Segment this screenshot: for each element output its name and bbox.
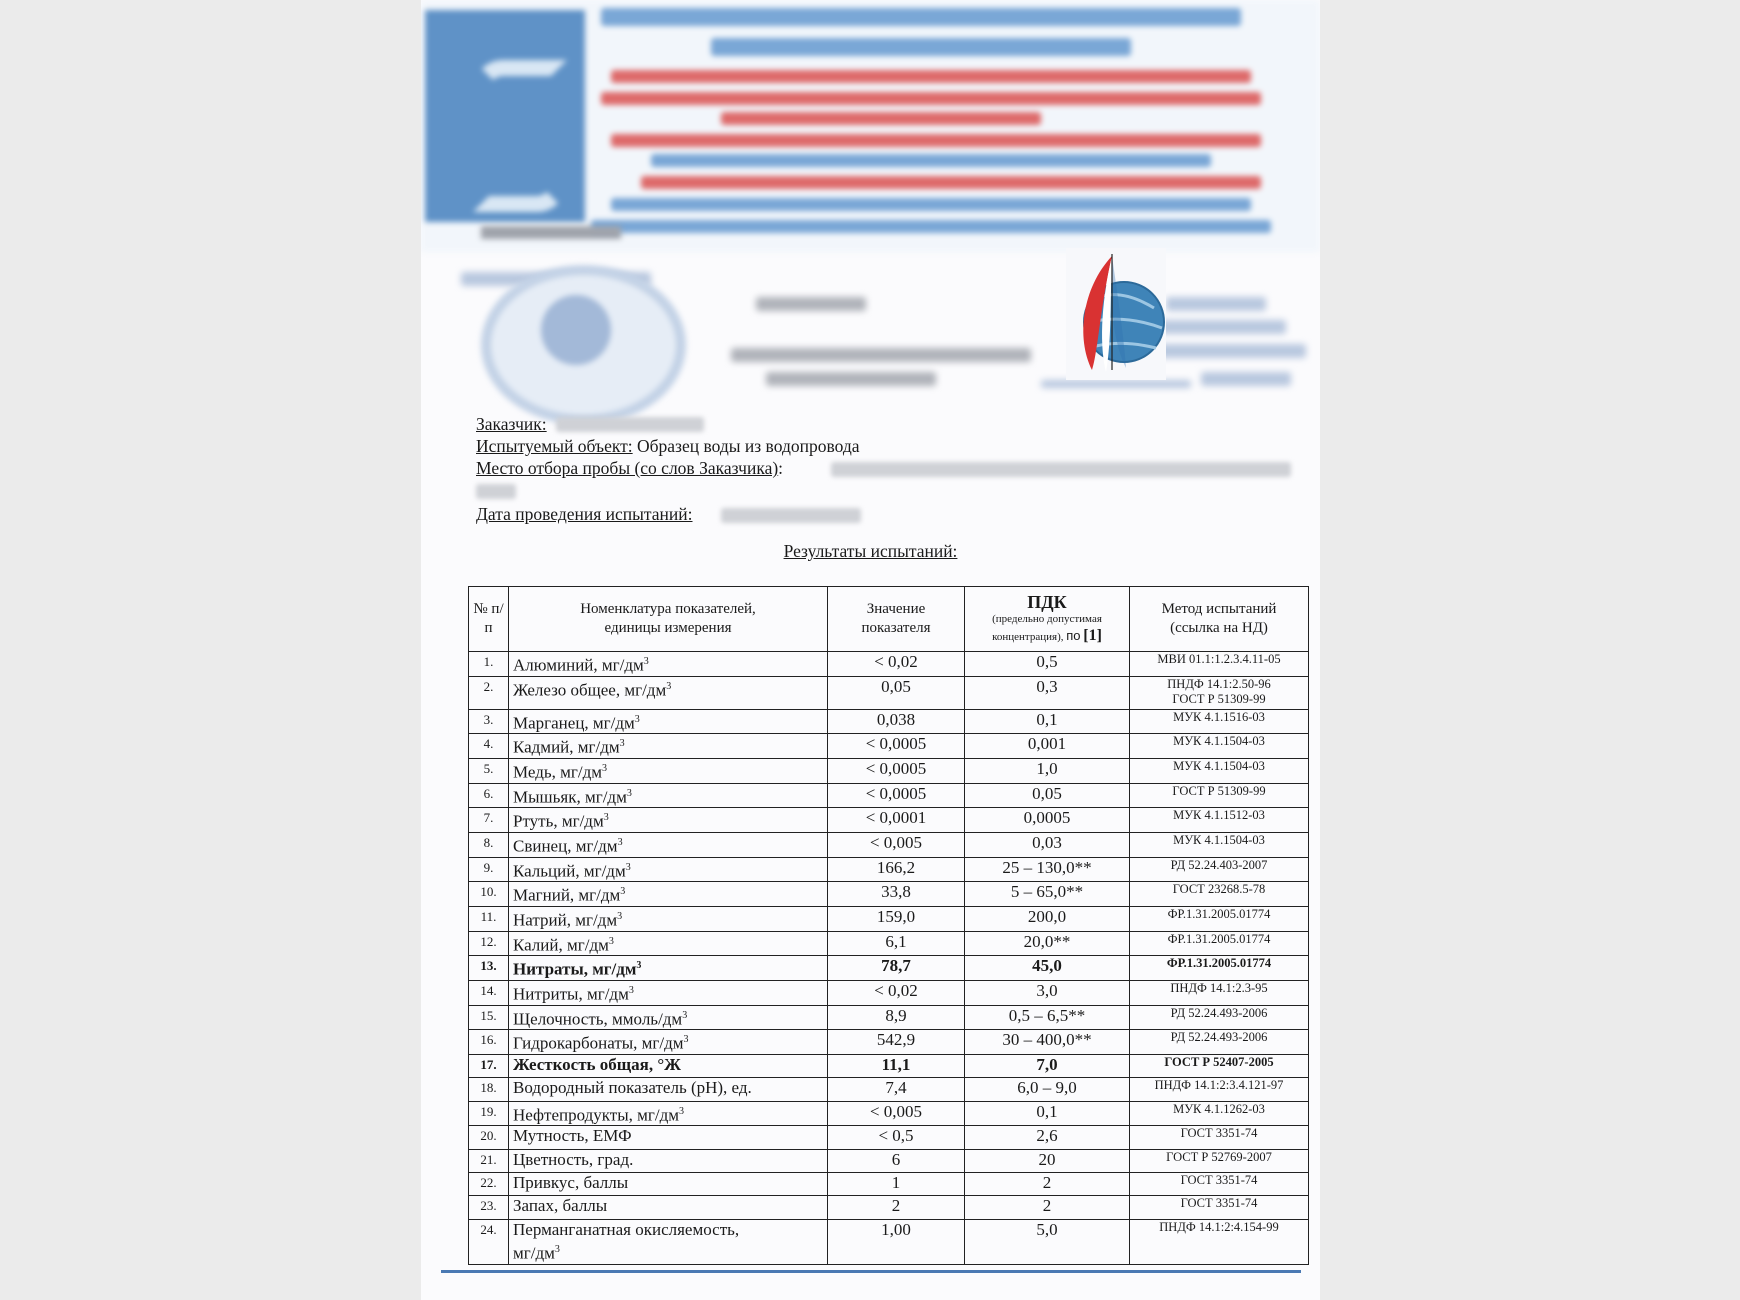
test-method: ФР.1.31.2005.01774 xyxy=(1130,906,1309,931)
test-method: ГОСТ 3351-74 xyxy=(1130,1126,1309,1149)
row-number: 13. xyxy=(469,956,509,981)
table-row xyxy=(469,980,1309,1005)
test-method: МУК 4.1.1262-03 xyxy=(1130,1101,1309,1126)
table-row xyxy=(469,676,1309,709)
indicator-name: Водородный показатель (pH), ед. xyxy=(509,1078,828,1101)
row-number: 17. xyxy=(469,1054,509,1077)
indicator-value: 542,9 xyxy=(828,1030,965,1055)
row-number: 22. xyxy=(469,1173,509,1196)
indicator-pdk: 2,6 xyxy=(965,1126,1130,1149)
indicator-name: Гидрокарбонаты, $мг/дм^3$ xyxy=(509,1030,828,1055)
indicator-pdk: 0,001 xyxy=(965,734,1130,759)
table-row xyxy=(469,1005,1309,1030)
table-row xyxy=(469,734,1309,759)
indicator-pdk: 45,0 xyxy=(965,956,1130,981)
indicator-name: Ртуть, $мг/дм^3$ xyxy=(509,808,828,833)
test-method: ФР.1.31.2005.01774 xyxy=(1130,931,1309,956)
row-number: 16. xyxy=(469,1030,509,1055)
indicator-pdk: 7,0 xyxy=(965,1054,1130,1077)
indicator-pdk: 0,5 – 6,5** xyxy=(965,1005,1130,1030)
indicator-pdk: 20,0** xyxy=(965,931,1130,956)
row-number: 7. xyxy=(469,808,509,833)
test-method: ГОСТ 3351-74 xyxy=(1130,1196,1309,1219)
indicator-value: 1 xyxy=(828,1173,965,1196)
globe-sail-logo xyxy=(1066,248,1166,380)
indicator-value: < 0,0005 xyxy=(828,758,965,783)
indicator-name: Нитраты, $мг/дм^3$ xyxy=(509,956,828,981)
row-number: 6. xyxy=(469,783,509,808)
place-label: Место отбора пробы (со слов Заказчика) xyxy=(476,458,779,478)
indicator-value: 0,038 xyxy=(828,709,965,734)
indicator-name: Нефтепродукты, $мг/дм^3$ xyxy=(509,1101,828,1126)
redacted-place-2 xyxy=(476,484,516,499)
table-row xyxy=(469,652,1309,677)
indicator-value: 159,0 xyxy=(828,906,965,931)
row-number: 12. xyxy=(469,931,509,956)
indicator-name: Железо общее, $мг/дм^3$ xyxy=(509,676,828,709)
test-method: РД 52.24.493-2006 xyxy=(1130,1005,1309,1030)
test-method: ПНДФ 14.1:2.3-95 xyxy=(1130,980,1309,1005)
redacted-customer xyxy=(556,417,704,432)
results-table xyxy=(468,586,1309,1265)
indicator-name: Кадмий, $мг/дм^3$ xyxy=(509,734,828,759)
test-method: МВИ 01.1:1.2.3.4.11-05 xyxy=(1130,652,1309,677)
table-row xyxy=(469,1196,1309,1219)
indicator-name: Нитриты, $мг/дм^3$ xyxy=(509,980,828,1005)
indicator-value: 6,1 xyxy=(828,931,965,956)
row-number: 19. xyxy=(469,1101,509,1126)
object-value: Образец воды из водопровода xyxy=(637,436,860,456)
indicator-value: < 0,0005 xyxy=(828,734,965,759)
row-number: 11. xyxy=(469,906,509,931)
indicator-value: 78,7 xyxy=(828,956,965,981)
row-number: 4. xyxy=(469,734,509,759)
redacted-date xyxy=(721,508,861,523)
table-row xyxy=(469,857,1309,882)
row-number: 15. xyxy=(469,1005,509,1030)
indicator-value: 8,9 xyxy=(828,1005,965,1030)
indicator-name: Щелочность, ммоль/$дм^3$ xyxy=(509,1005,828,1030)
indicator-pdk: 20 xyxy=(965,1149,1130,1172)
bottom-rule xyxy=(441,1270,1301,1273)
table-row xyxy=(469,1173,1309,1196)
indicator-name: Мутность, ЕМФ xyxy=(509,1126,828,1149)
indicator-name: Перманганатная окисляемость, $мг/дм^3$ xyxy=(509,1219,828,1264)
indicator-name: Запах, баллы xyxy=(509,1196,828,1219)
indicator-value: < 0,005 xyxy=(828,832,965,857)
place-colon: : xyxy=(778,458,784,478)
indicator-pdk: 0,3 xyxy=(965,676,1130,709)
indicator-pdk: 0,0005 xyxy=(965,808,1130,833)
test-method: ГОСТ Р 51309-99 xyxy=(1130,783,1309,808)
test-method: МУК 4.1.1516-03 xyxy=(1130,709,1309,734)
indicator-value: 7,4 xyxy=(828,1078,965,1101)
table-row xyxy=(469,783,1309,808)
row-number: 20. xyxy=(469,1126,509,1149)
indicator-pdk: 0,05 xyxy=(965,783,1130,808)
indicator-name: Натрий, $мг/дм^3$ xyxy=(509,906,828,931)
indicator-pdk: 0,5 xyxy=(965,652,1130,677)
test-method: ГОСТ Р 52407-2005 xyxy=(1130,1054,1309,1077)
indicator-pdk: 0,1 xyxy=(965,1101,1130,1126)
indicator-pdk: 5,0 xyxy=(965,1219,1130,1264)
redacted-place xyxy=(831,462,1291,477)
row-number: 18. xyxy=(469,1078,509,1101)
table-row xyxy=(469,906,1309,931)
header-name: Номенклатура показателей, единицы измерения xyxy=(509,587,828,652)
indicator-pdk: 2 xyxy=(965,1196,1130,1219)
table-row xyxy=(469,832,1309,857)
test-method: МУК 4.1.1512-03 xyxy=(1130,808,1309,833)
stamp-seal xyxy=(481,265,686,425)
test-method: ГОСТ 3351-74 xyxy=(1130,1173,1309,1196)
table-row xyxy=(469,1101,1309,1126)
test-method: ПНДФ 14.1:2:4.154-99 xyxy=(1130,1219,1309,1264)
indicator-value: 2 xyxy=(828,1196,965,1219)
table-row xyxy=(469,709,1309,734)
indicator-pdk: 30 – 400,0** xyxy=(965,1030,1130,1055)
table-header-row xyxy=(469,587,1309,652)
row-number: 1. xyxy=(469,652,509,677)
indicator-name: Свинец, $мг/дм^3$ xyxy=(509,832,828,857)
test-method: ГОСТ Р 52769-2007 xyxy=(1130,1149,1309,1172)
indicator-value: < 0,0001 xyxy=(828,808,965,833)
row-number: 21. xyxy=(469,1149,509,1172)
row-number: 14. xyxy=(469,980,509,1005)
indicator-value: < 0,5 xyxy=(828,1126,965,1149)
header-pdk: ПДК (предельно допустимая концентрация), по [1] xyxy=(965,587,1130,652)
indicator-name: Жесткость общая, °Ж xyxy=(509,1054,828,1077)
indicator-value: < 0,02 xyxy=(828,980,965,1005)
object-label: Испытуемый объект: xyxy=(476,436,633,456)
blurred-text xyxy=(481,226,621,239)
table-row xyxy=(469,1054,1309,1077)
row-number: 3. xyxy=(469,709,509,734)
indicator-name: Калий, $мг/дм^3$ xyxy=(509,931,828,956)
test-method: ПНДФ 14.1:2.50-96 ГОСТ Р 51309-99 xyxy=(1130,676,1309,709)
test-method: ФР.1.31.2005.01774 xyxy=(1130,956,1309,981)
row-number: 23. xyxy=(469,1196,509,1219)
date-label: Дата проведения испытаний: xyxy=(476,504,693,524)
test-method: ПНДФ 14.1:2:3.4.121-97 xyxy=(1130,1078,1309,1101)
test-method: МУК 4.1.1504-03 xyxy=(1130,734,1309,759)
test-method: РД 52.24.493-2006 xyxy=(1130,1030,1309,1055)
table-row xyxy=(469,882,1309,907)
row-number: 10. xyxy=(469,882,509,907)
indicator-pdk: 0,1 xyxy=(965,709,1130,734)
indicator-value: 11,1 xyxy=(828,1054,965,1077)
test-method: МУК 4.1.1504-03 xyxy=(1130,832,1309,857)
indicator-name: Цветность, град. xyxy=(509,1149,828,1172)
results-title: Результаты испытаний: xyxy=(783,541,958,561)
table-row xyxy=(469,1219,1309,1264)
indicator-pdk: 25 – 130,0** xyxy=(965,857,1130,882)
indicator-name: Кальций, $мг/дм^3$ xyxy=(509,857,828,882)
row-number: 24. xyxy=(469,1219,509,1264)
indicator-pdk: 6,0 – 9,0 xyxy=(965,1078,1130,1101)
header-num: № п/п xyxy=(469,587,509,652)
table-row xyxy=(469,758,1309,783)
indicator-value: < 0,005 xyxy=(828,1101,965,1126)
indicator-pdk: 2 xyxy=(965,1173,1130,1196)
document-page xyxy=(421,0,1320,1300)
row-number: 5. xyxy=(469,758,509,783)
test-method: ГОСТ 23268.5-78 xyxy=(1130,882,1309,907)
table-row xyxy=(469,1149,1309,1172)
table-row xyxy=(469,931,1309,956)
row-number: 8. xyxy=(469,832,509,857)
indicator-pdk: 1,0 xyxy=(965,758,1130,783)
indicator-name: Привкус, баллы xyxy=(509,1173,828,1196)
lab-logo-blurred xyxy=(425,10,585,222)
table-row xyxy=(469,1126,1309,1149)
table-row xyxy=(469,1030,1309,1055)
indicator-value: 0,05 xyxy=(828,676,965,709)
indicator-value: 33,8 xyxy=(828,882,965,907)
indicator-value: < 0,02 xyxy=(828,652,965,677)
row-number: 2. xyxy=(469,676,509,709)
test-method: МУК 4.1.1504-03 xyxy=(1130,758,1309,783)
table-row xyxy=(469,808,1309,833)
indicator-pdk: 5 – 65,0** xyxy=(965,882,1130,907)
place-line xyxy=(476,458,783,479)
table-row xyxy=(469,1078,1309,1101)
row-number: 9. xyxy=(469,857,509,882)
indicator-pdk: 200,0 xyxy=(965,906,1130,931)
indicator-value: 6 xyxy=(828,1149,965,1172)
indicator-name: Медь, $мг/дм^3$ xyxy=(509,758,828,783)
table-row xyxy=(469,956,1309,981)
indicator-value: < 0,0005 xyxy=(828,783,965,808)
header-value: Значение показателя xyxy=(828,587,965,652)
header-method: Метод испытаний (ссылка на НД) xyxy=(1130,587,1309,652)
indicator-name: Мышьяк, $мг/дм^3$ xyxy=(509,783,828,808)
indicator-name: Алюминий, $мг/дм^3$ xyxy=(509,652,828,677)
customer-label: Заказчик: xyxy=(476,414,547,434)
object-line xyxy=(476,436,860,457)
test-method: РД 52.24.403-2007 xyxy=(1130,857,1309,882)
indicator-name: Марганец, $мг/дм^3$ xyxy=(509,709,828,734)
indicator-value: 166,2 xyxy=(828,857,965,882)
indicator-value: 1,00 xyxy=(828,1219,965,1264)
indicator-pdk: 0,03 xyxy=(965,832,1130,857)
blurred-letterhead xyxy=(421,0,1320,252)
indicator-pdk: 3,0 xyxy=(965,980,1130,1005)
indicator-name: Магний, $мг/дм^3$ xyxy=(509,882,828,907)
